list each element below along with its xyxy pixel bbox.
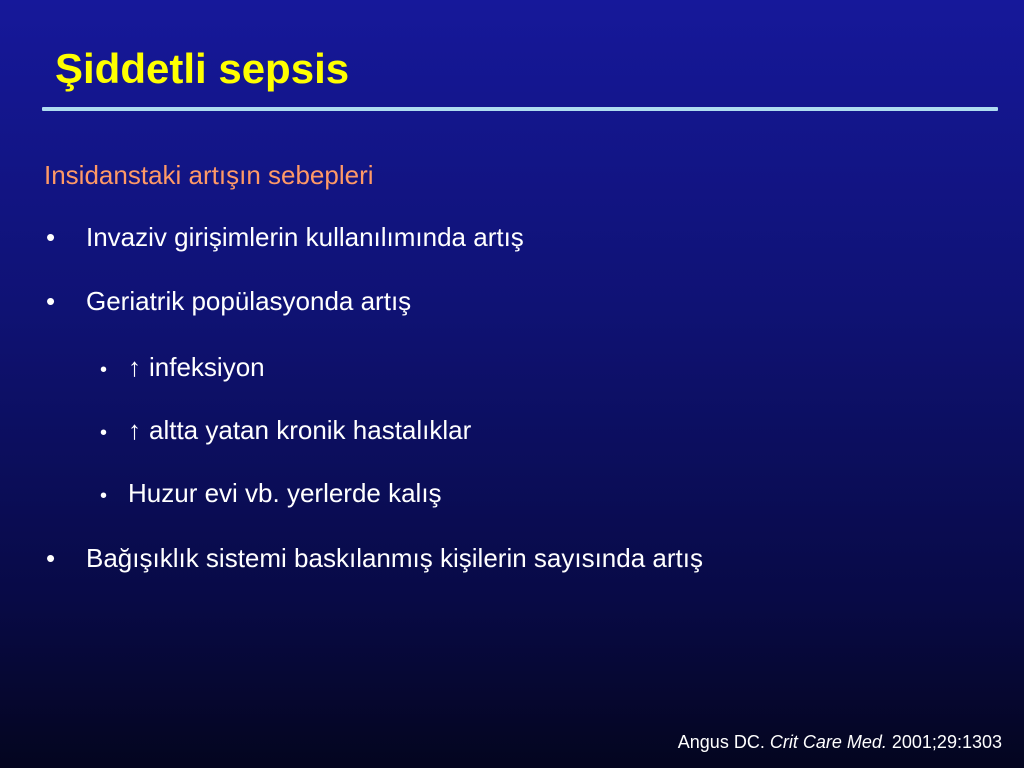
slide-subtitle: Insidanstaki artışın sebepleri — [44, 160, 374, 190]
sub-bullet-item — [100, 415, 471, 446]
bullet-text: Invaziv girişimlerin kullanılımında artış — [86, 222, 524, 252]
bullet-marker: • — [46, 286, 56, 316]
citation-author: Angus DC. — [677, 732, 765, 752]
citation-reference: 2001;29:1303 — [891, 732, 1002, 752]
bullet-marker: • — [100, 359, 108, 381]
bullet-text: Geriatrik popülasyonda artış — [86, 286, 412, 316]
bullet-item — [46, 286, 411, 317]
bullet-text: Bağışıklık sistemi baskılanmış kişilerin sayısında artış — [86, 543, 703, 573]
bullet-item — [46, 543, 703, 574]
bullet-text: infeksiyon — [149, 352, 265, 382]
bullet-marker: • — [46, 222, 56, 252]
bullet-text: altta yatan kronik hastalıklar — [149, 415, 472, 445]
up-arrow-icon: ↑ — [128, 415, 141, 445]
slide-title: Şiddetli sepsis — [55, 45, 350, 92]
citation-journal: Crit Care Med. — [769, 732, 887, 752]
up-arrow-icon: ↑ — [128, 352, 141, 382]
bullet-text: Huzur evi vb. yerlerde kalış — [128, 478, 442, 508]
sub-bullet-item — [100, 478, 442, 509]
bullet-marker: • — [100, 485, 108, 507]
bullet-marker: • — [100, 422, 108, 444]
sub-bullet-item — [100, 352, 265, 383]
bullet-item — [46, 222, 524, 253]
bullet-marker: • — [46, 543, 56, 573]
citation — [678, 732, 1002, 753]
title-underline — [42, 107, 998, 111]
